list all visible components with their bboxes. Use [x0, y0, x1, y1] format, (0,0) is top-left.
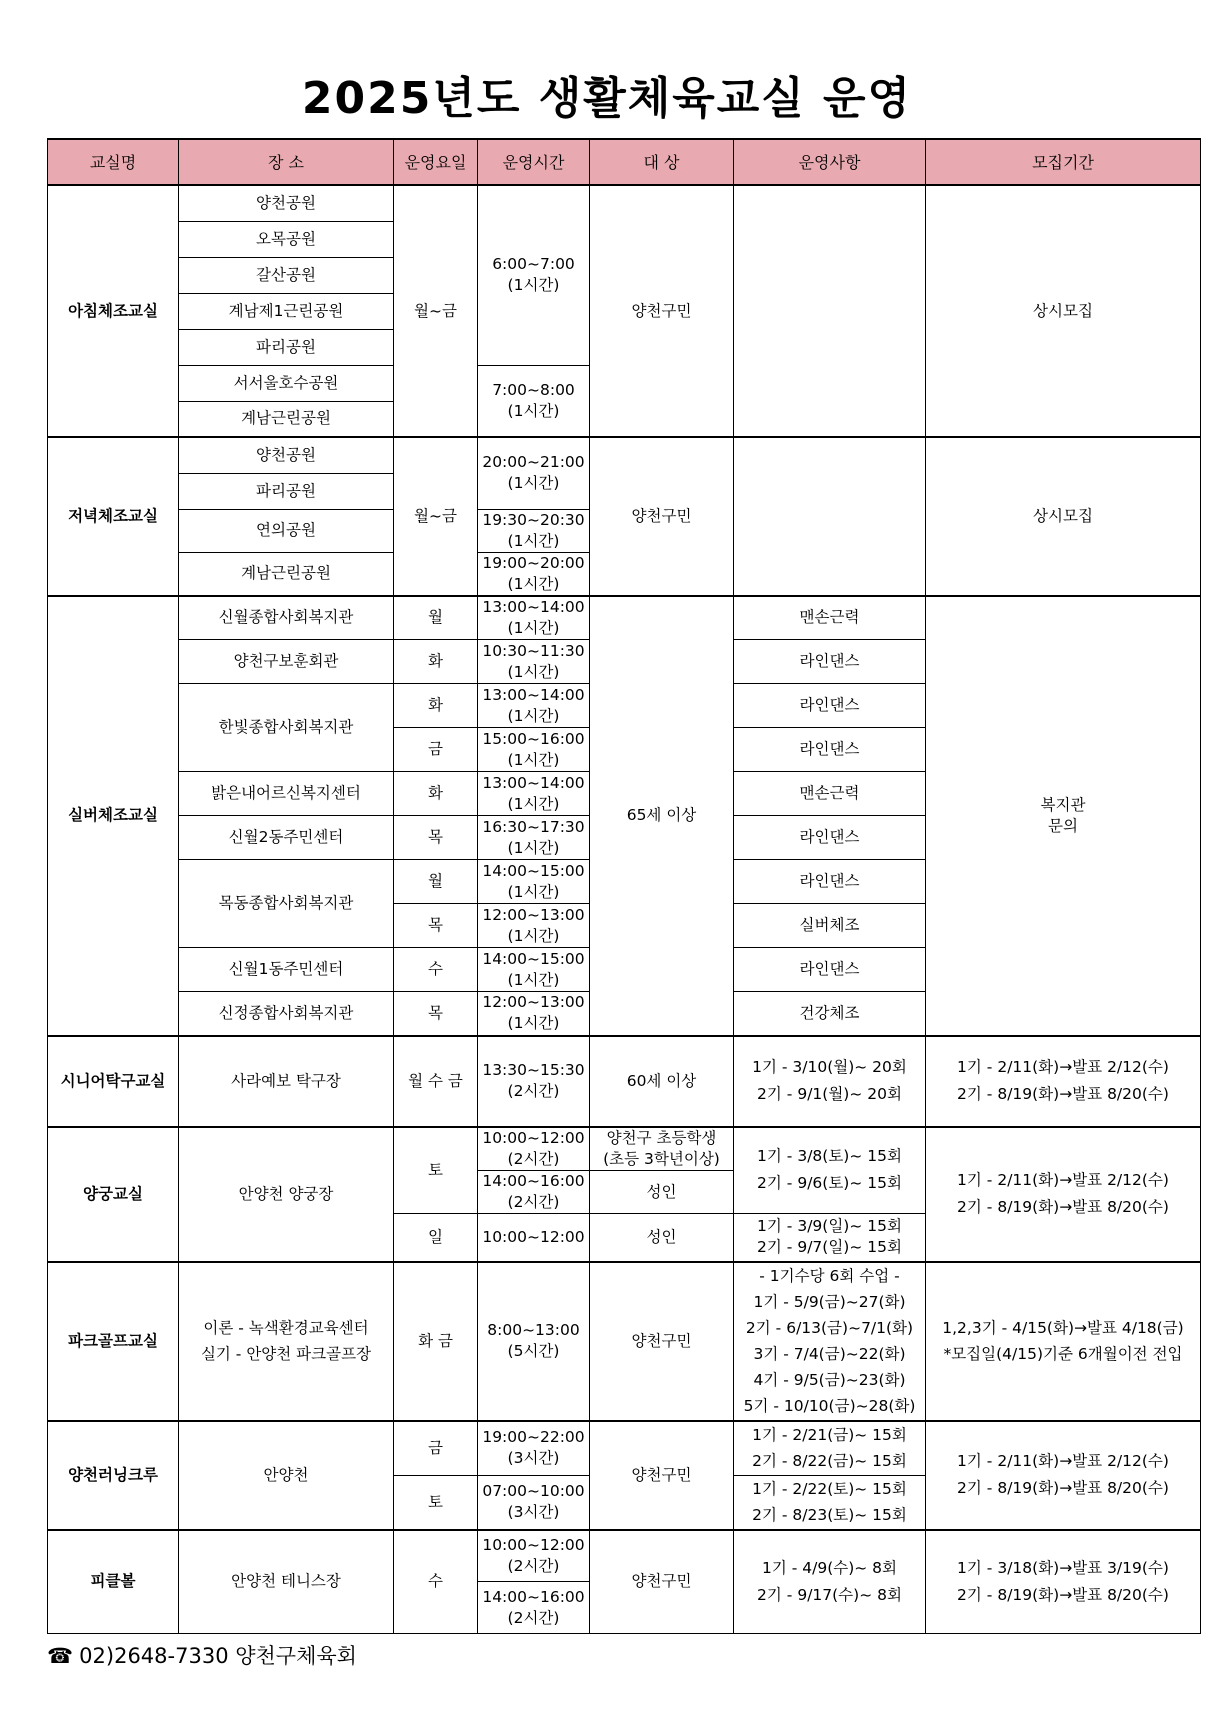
place-cell: 오목공원	[179, 221, 394, 257]
place-cell: 서서울호수공원	[179, 365, 394, 401]
header-class-name: 교실명	[48, 139, 179, 185]
time-cell: 8:00~13:00 (5시간)	[478, 1262, 590, 1421]
day-cell: 월	[394, 860, 478, 904]
notes-cell: 라인댄스	[734, 860, 926, 904]
target-cell: 양천구민	[590, 437, 734, 596]
class-name: 실버체조교실	[48, 596, 179, 1036]
time-cell: 07:00~10:00 (3시간)	[478, 1476, 590, 1530]
day-cell: 토	[394, 1127, 478, 1214]
target-cell: 양천구 초등학생 (초등 3학년이상)	[590, 1127, 734, 1171]
table-row	[48, 437, 1201, 473]
notes-cell: 1기 - 3/10(월)~ 20회 2기 - 9/1(월)~ 20회	[734, 1036, 926, 1127]
target-cell: 성인	[590, 1171, 734, 1214]
place-cell: 신월종합사회복지관	[179, 596, 394, 640]
place-cell: 파리공원	[179, 473, 394, 509]
header-place: 장 소	[179, 139, 394, 185]
target-cell: 양천구민	[590, 185, 734, 437]
table-row	[48, 1421, 1201, 1476]
recruit-cell: 상시모집	[926, 437, 1201, 596]
place-cell: 안양천	[179, 1421, 394, 1530]
time-cell: 10:00~12:00 (2시간)	[478, 1530, 590, 1582]
notes-cell: 건강체조	[734, 992, 926, 1036]
place-cell: 계남근린공원	[179, 401, 394, 437]
notes-cell: - 1기수당 6회 수업 - 1기 - 5/9(금)~27(화) 2기 - 6/13(금)~7/1(화) 3기 - 7/4(금)~22(화) 4기 - 9/5(금)~23(화) 5기 - 10/10(금)~28(화)	[734, 1262, 926, 1421]
day-cell: 토	[394, 1476, 478, 1530]
recruit-cell: 상시모집	[926, 185, 1201, 437]
place-cell: 계남제1근린공원	[179, 293, 394, 329]
notes-cell: 라인댄스	[734, 816, 926, 860]
notes-cell: 라인댄스	[734, 728, 926, 772]
notes-cell: 라인댄스	[734, 640, 926, 684]
target-cell: 성인	[590, 1214, 734, 1262]
notes-cell: 맨손근력	[734, 772, 926, 816]
day-cell: 일	[394, 1214, 478, 1262]
place-cell: 파리공원	[179, 329, 394, 365]
time-cell: 14:00~15:00 (1시간)	[478, 948, 590, 992]
recruit-cell: 1기 - 2/11(화)→발표 2/12(수) 2기 - 8/19(화)→발표 8/20(수)	[926, 1421, 1201, 1530]
phone-icon: ☎	[47, 1644, 74, 1668]
place-cell: 안양천 테니스장	[179, 1530, 394, 1634]
day-cell: 금	[394, 1421, 478, 1476]
page-title: 2025년도 생활체육교실 운영	[301, 73, 913, 124]
place-cell: 갈산공원	[179, 257, 394, 293]
time-cell: 14:00~15:00 (1시간)	[478, 860, 590, 904]
day-cell: 목	[394, 992, 478, 1036]
schedule-table	[47, 138, 1201, 1634]
place-cell: 목동종합사회복지관	[179, 860, 394, 948]
place-cell: 양천공원	[179, 185, 394, 221]
notes-cell: 1기 - 4/9(수)~ 8회 2기 - 9/17(수)~ 8회	[734, 1530, 926, 1634]
place-cell: 신정종합사회복지관	[179, 992, 394, 1036]
time-cell: 14:00~16:00 (2시간)	[478, 1582, 590, 1634]
day-cell: 목	[394, 904, 478, 948]
place-cell: 안양천 양궁장	[179, 1127, 394, 1262]
notes-cell: 맨손근력	[734, 596, 926, 640]
notes-cell	[734, 437, 926, 596]
day-cell: 월	[394, 596, 478, 640]
day-cell: 화	[394, 640, 478, 684]
notes-cell: 라인댄스	[734, 684, 926, 728]
notes-cell: 실버체조	[734, 904, 926, 948]
table-row	[48, 1036, 1201, 1127]
table-row	[48, 1127, 1201, 1171]
time-cell: 7:00~8:00 (1시간)	[478, 365, 590, 437]
target-cell: 60세 이상	[590, 1036, 734, 1127]
time-cell: 10:00~12:00 (2시간)	[478, 1127, 590, 1171]
recruit-cell: 1기 - 3/18(화)→발표 3/19(수) 2기 - 8/19(화)→발표 8/20(수)	[926, 1530, 1201, 1634]
time-cell: 6:00~7:00 (1시간)	[478, 185, 590, 365]
header-day: 운영요일	[394, 139, 478, 185]
target-cell: 양천구민	[590, 1530, 734, 1634]
day-cell: 수	[394, 948, 478, 992]
header-recruit: 모집기간	[926, 139, 1201, 185]
place-cell: 한빛종합사회복지관	[179, 684, 394, 772]
time-cell: 13:00~14:00 (1시간)	[478, 772, 590, 816]
header-notes: 운영사항	[734, 139, 926, 185]
table-row	[48, 1262, 1201, 1421]
target-cell: 65세 이상	[590, 596, 734, 1036]
place-cell: 이론 - 녹색환경교육센터 실기 - 안양천 파크골프장	[179, 1262, 394, 1421]
place-cell: 계남근린공원	[179, 552, 394, 596]
notes-cell: 1기 - 3/8(토)~ 15회 2기 - 9/6(토)~ 15회	[734, 1127, 926, 1214]
time-cell: 10:00~12:00	[478, 1214, 590, 1262]
header-row	[48, 139, 1201, 185]
time-cell: 13:00~14:00 (1시간)	[478, 596, 590, 640]
notes-cell	[734, 185, 926, 437]
place-cell: 신월2동주민센터	[179, 816, 394, 860]
class-name: 저녁체조교실	[48, 437, 179, 596]
place-cell: 양천구보훈회관	[179, 640, 394, 684]
place-cell: 신월1동주민센터	[179, 948, 394, 992]
notes-cell: 1기 - 3/9(일)~ 15회 2기 - 9/7(일)~ 15회	[734, 1214, 926, 1262]
day-cell: 화	[394, 684, 478, 728]
time-cell: 12:00~13:00 (1시간)	[478, 904, 590, 948]
place-cell: 양천공원	[179, 437, 394, 473]
time-cell: 19:00~20:00 (1시간)	[478, 552, 590, 596]
class-name: 양천러닝크루	[48, 1421, 179, 1530]
place-cell: 연의공원	[179, 509, 394, 552]
time-cell: 15:00~16:00 (1시간)	[478, 728, 590, 772]
place-cell: 사라예보 탁구장	[179, 1036, 394, 1127]
class-name: 시니어탁구교실	[48, 1036, 179, 1127]
header-time: 운영시간	[478, 139, 590, 185]
target-cell: 양천구민	[590, 1421, 734, 1530]
day-cell: 금	[394, 728, 478, 772]
time-cell: 20:00~21:00 (1시간)	[478, 437, 590, 509]
time-cell: 16:30~17:30 (1시간)	[478, 816, 590, 860]
class-name: 피클볼	[48, 1530, 179, 1634]
footer-text: 02)2648-7330 양천구체육회	[79, 1644, 357, 1668]
day-cell: 화 금	[394, 1262, 478, 1421]
day-cell: 수	[394, 1530, 478, 1634]
time-cell: 13:30~15:30 (2시간)	[478, 1036, 590, 1127]
day-cell: 월~금	[394, 185, 478, 437]
notes-cell: 1기 - 2/21(금)~ 15회 2기 - 8/22(금)~ 15회	[734, 1421, 926, 1476]
day-cell: 월~금	[394, 437, 478, 596]
place-cell: 밝은내어르신복지센터	[179, 772, 394, 816]
time-cell: 14:00~16:00 (2시간)	[478, 1171, 590, 1214]
class-name: 파크골프교실	[48, 1262, 179, 1421]
day-cell: 월 수 금	[394, 1036, 478, 1127]
time-cell: 19:30~20:30 (1시간)	[478, 509, 590, 552]
day-cell: 목	[394, 816, 478, 860]
table-row	[48, 185, 1201, 221]
recruit-cell: 복지관 문의	[926, 596, 1201, 1036]
recruit-cell: 1,2,3기 - 4/15(화)→발표 4/18(금) *모집일(4/15)기준 6개월이전 전입	[926, 1262, 1201, 1421]
time-cell: 10:30~11:30 (1시간)	[478, 640, 590, 684]
day-cell: 화	[394, 772, 478, 816]
class-name: 아침체조교실	[48, 185, 179, 437]
class-name: 양궁교실	[48, 1127, 179, 1262]
target-cell: 양천구민	[590, 1262, 734, 1421]
time-cell: 19:00~22:00 (3시간)	[478, 1421, 590, 1476]
header-target: 대 상	[590, 139, 734, 185]
notes-cell: 라인댄스	[734, 948, 926, 992]
footer-contact	[47, 1640, 357, 1670]
notes-cell: 1기 - 2/22(토)~ 15회 2기 - 8/23(토)~ 15회	[734, 1476, 926, 1530]
recruit-cell: 1기 - 2/11(화)→발표 2/12(수) 2기 - 8/19(화)→발표 8/20(수)	[926, 1127, 1201, 1262]
time-cell: 13:00~14:00 (1시간)	[478, 684, 590, 728]
table-row	[48, 596, 1201, 640]
recruit-cell: 1기 - 2/11(화)→발표 2/12(수) 2기 - 8/19(화)→발표 8/20(수)	[926, 1036, 1201, 1127]
time-cell: 12:00~13:00 (1시간)	[478, 992, 590, 1036]
table-row	[48, 1530, 1201, 1582]
